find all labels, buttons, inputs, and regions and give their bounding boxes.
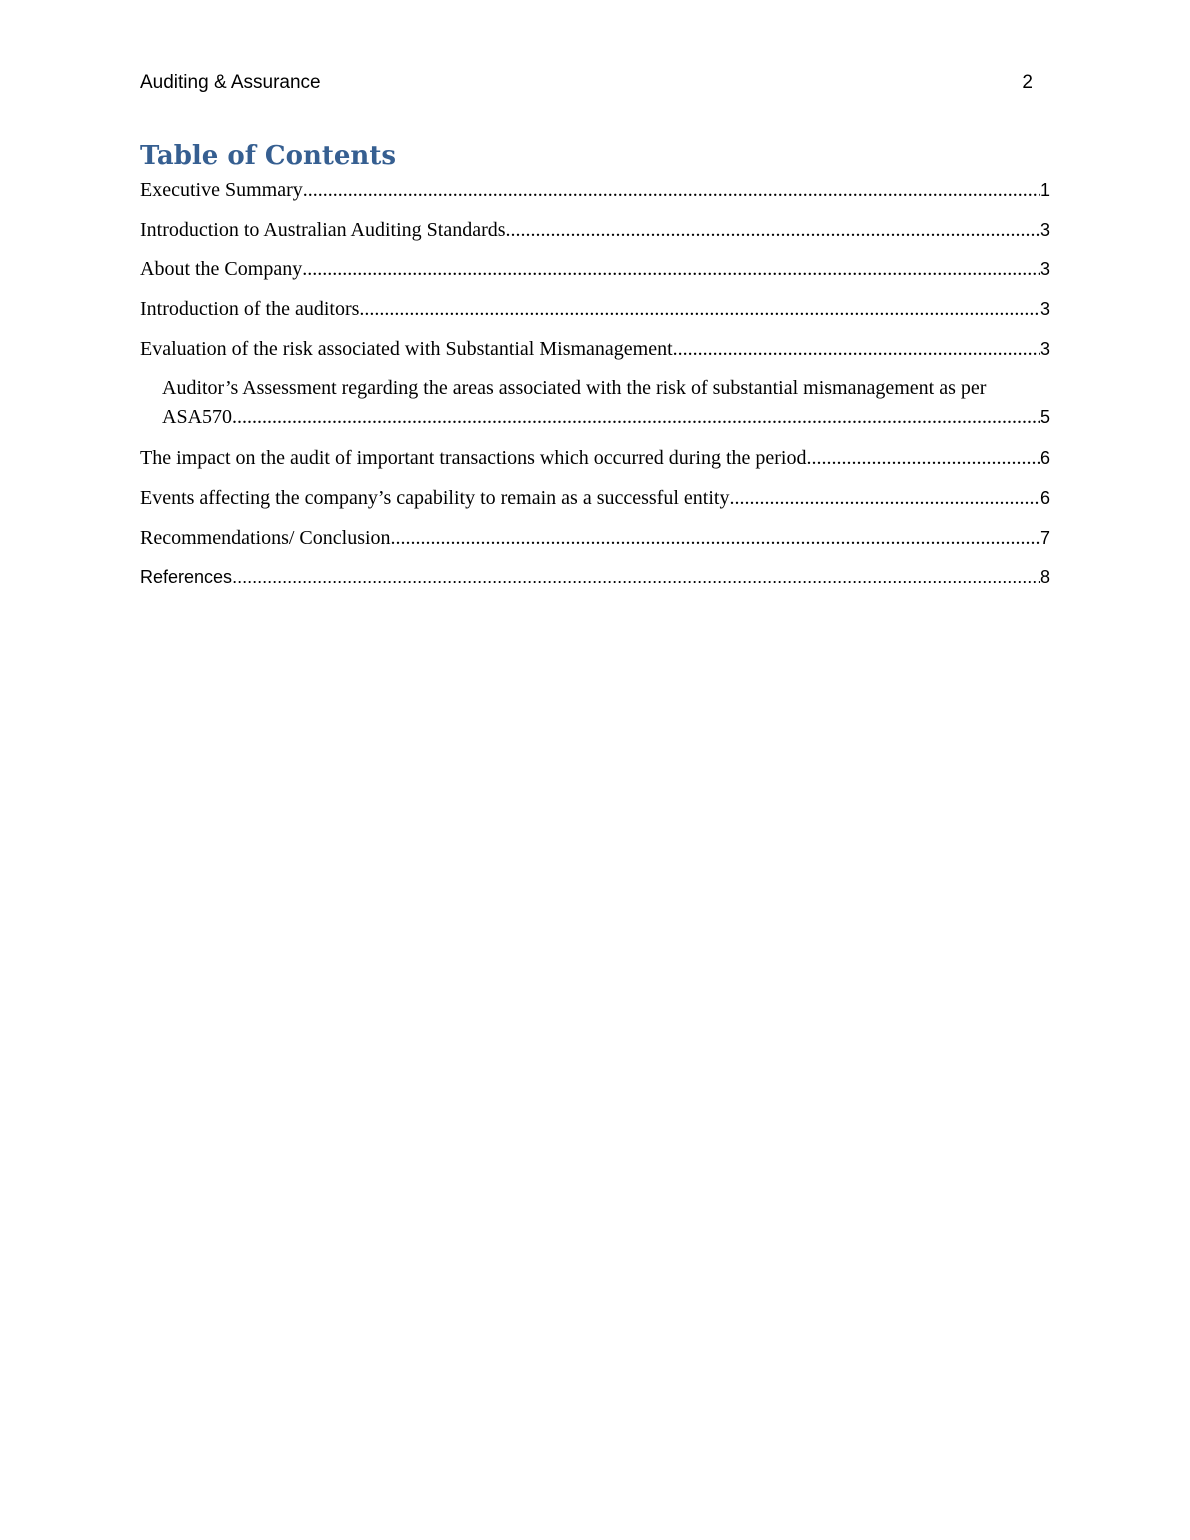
- toc-entry-page: 1: [1039, 180, 1050, 200]
- toc-entry-impact-on-audit[interactable]: [140, 444, 1050, 472]
- toc-entry-page: 5: [1039, 407, 1050, 428]
- table-of-contents: [140, 176, 1050, 603]
- toc-entry-page: 3: [1039, 259, 1050, 280]
- header-page-number: 2: [1022, 72, 1033, 93]
- toc-entry-page: 3: [1039, 299, 1050, 320]
- toc-entry-label: References: [140, 567, 233, 588]
- toc-entry-label: Introduction of the auditors: [140, 298, 360, 321]
- toc-entry-label: About the Company: [140, 258, 303, 281]
- toc-entry-introduction-of-the-auditors[interactable]: [140, 295, 1050, 323]
- toc-entry-page: 6: [1039, 487, 1050, 508]
- toc-entry-label-line1: Auditor’s Assessment regarding the areas associated with the risk of substantial mismanagement as per: [162, 377, 987, 400]
- toc-entry-label-line2: ASA570: [162, 406, 233, 429]
- toc-entry-label: Introduction to Australian Auditing Standards: [140, 218, 506, 241]
- toc-dot-leader: [806, 444, 1040, 472]
- toc-entry-executive-summary[interactable]: [140, 176, 1050, 204]
- toc-dot-leader: [729, 484, 1040, 512]
- toc-entry-auditors-assessment[interactable]: [140, 374, 1050, 432]
- toc-entry-recommendations-conclusion[interactable]: [140, 524, 1050, 552]
- toc-entry-events-affecting-company[interactable]: [140, 484, 1050, 512]
- toc-dot-leader: [232, 403, 1040, 432]
- toc-entry-label: Evaluation of the risk associated with Substantial Mismanagement: [140, 337, 673, 360]
- toc-entry-evaluation-of-risk[interactable]: [140, 335, 1050, 363]
- toc-dot-leader: [673, 335, 1040, 363]
- toc-entry-page: 7: [1039, 527, 1050, 548]
- toc-entry-page: 8: [1039, 567, 1050, 588]
- toc-dot-leader: [391, 524, 1040, 552]
- toc-entry-label: The impact on the audit of important transactions which occurred during the period: [140, 447, 807, 470]
- toc-entry-page: 3: [1039, 219, 1050, 240]
- toc-dot-leader: [302, 255, 1040, 283]
- toc-dot-leader: [506, 216, 1040, 244]
- toc-entry-references[interactable]: [140, 563, 1050, 591]
- toc-entry-label: Recommendations/ Conclusion: [140, 526, 391, 549]
- toc-dot-leader: [303, 176, 1040, 204]
- toc-entry-introduction-australian-auditing-standards[interactable]: [140, 216, 1050, 244]
- page-header: [140, 70, 1033, 96]
- toc-entry-about-the-company[interactable]: [140, 255, 1050, 283]
- toc-entry-label: Executive Summary: [140, 179, 303, 201]
- toc-heading: Table of Contents: [140, 141, 396, 171]
- toc-entry-page: 6: [1039, 448, 1050, 469]
- header-title: Auditing & Assurance: [140, 72, 321, 93]
- toc-dot-leader: [359, 295, 1040, 323]
- toc-entry-label: Events affecting the company’s capability to remain as a successful entity: [140, 486, 730, 509]
- toc-dot-leader: [232, 563, 1040, 591]
- toc-entry-page: 3: [1039, 338, 1050, 359]
